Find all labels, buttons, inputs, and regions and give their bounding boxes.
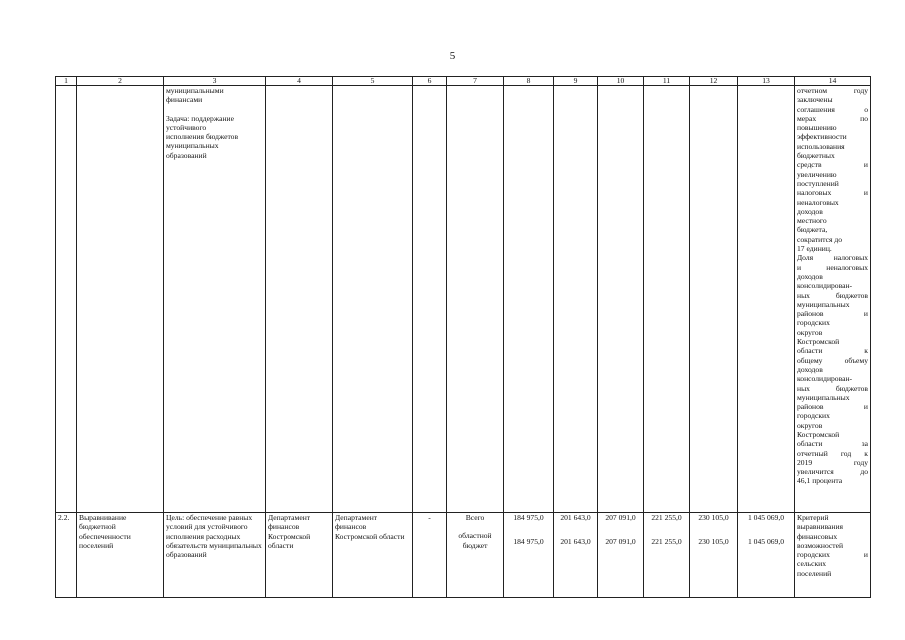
text-line: мерах по [797, 113, 868, 123]
text-line: городских [797, 411, 830, 421]
text-line: заключены [797, 95, 833, 105]
amount-total: 1 045 069,0 [747, 513, 785, 522]
text-line [166, 105, 263, 114]
header-cell: 9 [554, 77, 598, 86]
funding-total-label: Всего [465, 513, 485, 522]
amount-regional: 221 255,0 [651, 537, 682, 547]
amount-total: 221 255,0 [651, 513, 682, 522]
funding-source-cell [447, 513, 504, 598]
header-cell: 12 [690, 77, 738, 86]
text-line: доходов [797, 271, 823, 281]
text-line: бюджетных [797, 151, 835, 161]
table-row [56, 513, 871, 598]
text-line: увеличению [797, 169, 837, 179]
executor-cell: Департамент финансов Костромской области [266, 513, 333, 598]
text-line: сократится до [797, 234, 843, 244]
text-line: отчетном году [797, 86, 868, 95]
text-line: соглашения о [797, 104, 868, 114]
amount-total: 184 975,0 [513, 513, 544, 522]
text-line: 17 единиц. [797, 244, 832, 254]
amount-cell [554, 513, 598, 598]
funding-regional-label: областной бюджет [458, 531, 492, 550]
text-line: финансовых [797, 531, 838, 541]
table-row [56, 86, 871, 513]
text-line: консолидирован- [797, 281, 853, 291]
table-cell [447, 86, 504, 513]
table-cell [333, 86, 413, 513]
text-line: выравнивания [797, 522, 844, 532]
column-number-row [56, 77, 871, 86]
header-cell: 2 [77, 77, 164, 86]
text-line: Костромской [797, 429, 840, 439]
amount-regional: 184 975,0 [513, 537, 544, 547]
text-line: муниципальных [797, 392, 850, 402]
amount-cell [690, 513, 738, 598]
text-line: округов [797, 327, 823, 337]
amount-regional: 201 643,0 [560, 537, 591, 547]
table-cell [690, 86, 738, 513]
table-cell [554, 86, 598, 513]
task-description-cell [164, 86, 266, 513]
text-line: ных бюджетов [797, 290, 868, 300]
header-cell: 5 [333, 77, 413, 86]
header-cell: 8 [504, 77, 554, 86]
header-cell: 13 [738, 77, 795, 86]
text-line: Критерий [797, 513, 829, 522]
text-line: районов и [797, 402, 868, 412]
text-line: бюджета, [797, 225, 828, 235]
text-line: поселений [797, 568, 832, 578]
text-line: возможностей [797, 540, 844, 550]
table-cell [56, 86, 77, 513]
item-number-cell: 2.2. [56, 513, 77, 598]
text-line: 2019 году [797, 457, 868, 467]
text-line: муниципальных [166, 141, 219, 151]
header-cell: 14 [795, 77, 871, 86]
text-line: поступлений [797, 178, 839, 188]
text-line: и неналоговых [797, 262, 868, 272]
table-cell [266, 86, 333, 513]
text-line: ных бюджетов [797, 383, 868, 393]
amount-cell [644, 513, 690, 598]
text-line: отчетный год к [797, 448, 868, 458]
text-line: муниципальными [166, 86, 224, 95]
text-line: неналоговых [797, 197, 839, 207]
text-line: сельских [797, 559, 827, 569]
amount-cell [504, 513, 554, 598]
page-number: 5 [449, 50, 456, 62]
text-line: налоговых и [797, 188, 868, 198]
goal-cell: Цель: обеспечение равных условий для устойчивого исполнения расходных обязательств муниципальных образований [164, 513, 266, 598]
text-line: финансами [166, 95, 203, 105]
text-line: общему объему [797, 355, 868, 365]
text-line: Доля налоговых [797, 253, 868, 263]
amount-total: 230 105,0 [698, 513, 729, 522]
amount-total: 207 091,0 [605, 513, 636, 522]
table-cell [598, 86, 644, 513]
coexecutor-cell: Департамент финансов Костромской области [333, 513, 413, 598]
text-line: районов и [797, 309, 868, 319]
text-line: муниципальных [797, 299, 850, 309]
text-line: доходов [797, 364, 823, 374]
table-cell [413, 86, 447, 513]
text-line: Задача: поддержание [166, 113, 234, 123]
amount-total: 201 643,0 [560, 513, 591, 522]
amount-regional: 207 091,0 [605, 537, 636, 547]
table-cell: - [413, 513, 447, 598]
text-line: городских и [797, 550, 868, 560]
text-line: области за [797, 439, 868, 449]
table-cell [738, 86, 795, 513]
text-line: округов [797, 420, 823, 430]
table-cell [504, 86, 554, 513]
text-line: Костромской [797, 337, 840, 347]
text-line: средств и [797, 160, 868, 170]
amount-regional: 1 045 069,0 [747, 537, 785, 547]
text-line: повышению [797, 123, 837, 133]
text-line: исполнения бюджетов [166, 132, 239, 142]
indicator-cell [795, 86, 871, 513]
table-cell [77, 86, 164, 513]
header-cell: 4 [266, 77, 333, 86]
header-cell: 3 [164, 77, 266, 86]
text-line: использования [797, 141, 845, 151]
header-cell: 10 [598, 77, 644, 86]
header-cell: 1 [56, 77, 77, 86]
text-line: доходов [797, 206, 823, 216]
indicator-cell [795, 513, 871, 598]
text-line: местного [797, 216, 827, 226]
text-line: городских [797, 318, 830, 328]
text-line: эффективности [797, 132, 847, 142]
text-line: устойчивого [166, 122, 207, 132]
item-name-cell: Выравнивание бюджетной обеспеченности поселений [77, 513, 164, 598]
amount-cell [738, 513, 795, 598]
table-cell [644, 86, 690, 513]
text-line: увеличится до [797, 467, 868, 477]
text-line: 46,1 процента [797, 476, 843, 486]
program-table [55, 76, 871, 598]
text-line: консолидирован- [797, 374, 853, 384]
header-cell: 7 [447, 77, 504, 86]
text-line: образований [166, 150, 207, 160]
amount-cell [598, 513, 644, 598]
text-line: области к [797, 346, 868, 356]
header-cell: 11 [644, 77, 690, 86]
header-cell: 6 [413, 77, 447, 86]
amount-regional: 230 105,0 [698, 537, 729, 547]
